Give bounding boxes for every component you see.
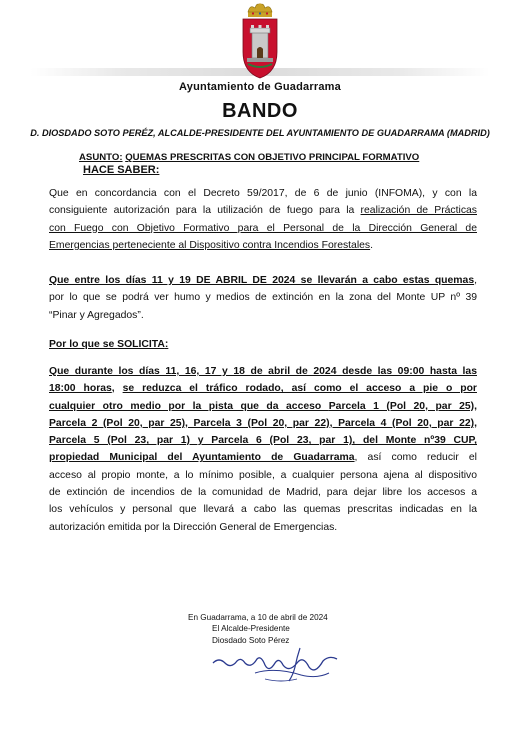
paragraph-request xyxy=(49,363,477,536)
text-run-bold-underlined: Parcela 1 (Pol 20, par 25), xyxy=(328,400,477,412)
paragraph-line: Parcela 2 (Pol 20, par 25), Parcela 3 (Pol 20, par 22), Parcela 4 (Pol 20, par 22), xyxy=(49,417,477,429)
text-run-underlined: Emergencias perteneciente al Dispositivo contra Incendios Forestales xyxy=(49,239,371,251)
text-run: , xyxy=(111,383,123,395)
text-run-bold-underlined: 18:00 horas xyxy=(49,383,112,395)
paragraph-line: Que durante los días 11, 16, 17 y 18 de abril de 2024 desde las 09:00 hasta las xyxy=(49,366,477,377)
text-run: . xyxy=(370,239,374,251)
paragraph-line xyxy=(49,336,477,353)
subject-line xyxy=(79,152,419,163)
paragraph-concordancia xyxy=(49,185,477,254)
text-run-bold-underlined: : xyxy=(164,339,169,350)
coat-of-arms-icon xyxy=(238,2,282,80)
institution-name: Ayuntamiento de Guadarrama xyxy=(179,81,341,93)
text-run: , xyxy=(474,275,477,286)
text-run-bold-underlined: se reduzca el tráfico rodado, así como el acceso a pie o por xyxy=(122,383,477,395)
letterhead xyxy=(0,0,520,90)
paragraph-line: Que en concordancia con el Decreto 59/2017, de 6 de junio (INFOMA), y con la xyxy=(49,188,477,199)
hace-saber-heading: HACE SABER: xyxy=(83,164,160,176)
document-title: BANDO xyxy=(222,100,298,122)
text-run-bold-underlined: Que entre los días 11 y 19 DE ABRIL DE 2024 se llevarán a cabo estas quemas xyxy=(49,275,475,286)
paragraph-line: autorización emitida por la Dirección General de Emergencias. xyxy=(49,521,338,533)
paragraph-line xyxy=(49,449,477,466)
text-run-underlined: realización de Prácticas xyxy=(360,205,477,217)
author-line: D. DIOSDADO SOTO PERÉZ, ALCALDE-PRESIDENTE DEL AYUNTAMIENTO DE GUADARRAMA (MADRID) xyxy=(30,128,490,138)
signature-name: Diosdado Soto Pérez xyxy=(212,635,290,645)
paragraph-line xyxy=(49,380,477,397)
paragraph-solicita xyxy=(49,336,477,353)
paragraph-line: acceso al propio monte, a lo mínimo posible, a cualquier persona ajena al dispositivo xyxy=(49,469,477,481)
subject-text: QUEMAS PRESCRITAS CON OBJETIVO PRINCIPAL FORMATIVO xyxy=(125,152,420,163)
text-run: consiguiente autorización para la utilización de fuego para la xyxy=(49,205,361,217)
text-run: , así como reducir el xyxy=(354,452,477,464)
text-run-bold-underlined: SOLICITA xyxy=(117,339,165,350)
paragraph-line: por lo que se podrá ver humo y medios de extinción en la zona del Monte UP nº 39 xyxy=(49,292,477,304)
paragraph-line xyxy=(49,202,477,219)
handwritten-signature xyxy=(205,645,345,685)
signature-role: El Alcalde-Presidente xyxy=(212,624,290,634)
paragraph-line: de extinción de incendios de la comunidad de Madrid, para dejar libre los accesos a xyxy=(49,487,477,499)
signature-block xyxy=(188,612,328,646)
paragraph-line xyxy=(49,398,477,415)
paragraph-dates xyxy=(49,272,477,324)
text-run-bold-underlined: propiedad Municipal del Ayuntamiento de Guadarrama xyxy=(49,452,355,464)
paragraph-line: “Pinar y Agregados”. xyxy=(49,309,144,321)
paragraph-line: los vehículos y personal que llevará a cabo las quemas prescritas indicadas en la xyxy=(49,504,477,516)
paragraph-line xyxy=(49,272,477,289)
text-run-bold-underlined: Por lo que se xyxy=(49,339,118,350)
paragraph-line: Parcela 5 (Pol 23, par 1) y Parcela 6 (Pol 23, par 1), del Monte nº39 CUP, xyxy=(49,435,477,447)
subject-label: ASUNTO: xyxy=(79,152,123,163)
paragraph-line xyxy=(49,237,477,254)
signature-place-date: En Guadarrama, a 10 de abril de 2024 xyxy=(188,613,328,622)
paragraph-line: con Fuego con Objetivo Formativo para el Personal de la Dirección General de xyxy=(49,222,477,234)
text-run-bold-underlined: cualquier otro medio por la pista que da acceso xyxy=(49,400,329,412)
